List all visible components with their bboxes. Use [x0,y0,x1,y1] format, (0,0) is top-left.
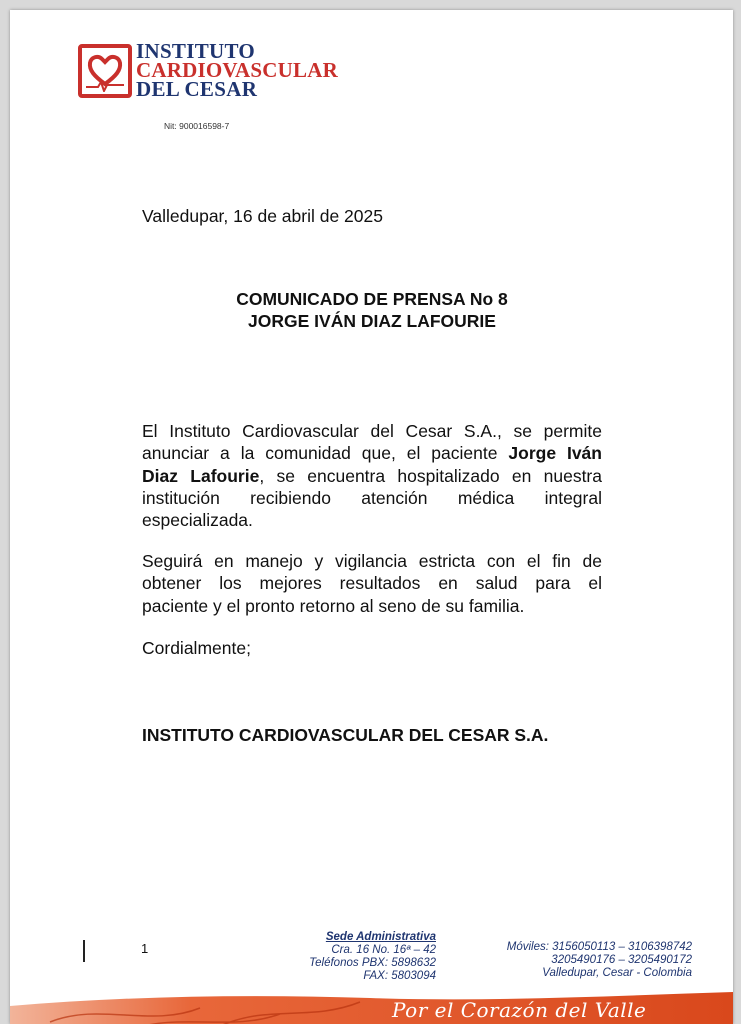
logo-line-3: DEL CESAR [136,77,258,101]
city: Valledupar, Cesar - Colombia [542,967,692,979]
logo-wordmark [136,39,338,101]
nit-number: Nit: 900016598-7 [164,121,230,131]
patient-name-part-2: Diaz Lafourie [142,465,260,486]
p1-line-3b: , se encuentra hospitalizado en nuestra [259,465,602,486]
document-page [10,10,733,1024]
closing: Cordialmente; [142,638,251,658]
p2-line-2: obtener los mejores resultados en salud para el [142,573,602,594]
patient-name-part-1: Jorge Iván [508,443,602,464]
heart-logo-icon [78,44,132,98]
mobiles-1: Móviles: 3156050113 – 3106398742 [506,941,692,953]
footer-address [272,931,436,983]
p2-line-1: Seguirá en manejo y vigilancia estricta con el fin de [142,551,602,571]
logo-line-2: CARDIOVASCULAR [136,58,338,82]
title-line-1: COMUNICADO DE PRENSA No 8 [236,289,508,309]
fax: FAX: 5803094 [363,970,436,982]
p1-line-1: El Instituto Cardiovascular del Cesar S.A., se permite [142,421,602,441]
page-margin-mark [83,940,85,962]
phones: Teléfonos PBX: 5898632 [309,957,436,969]
institute-logo [78,39,348,132]
p1-line-4: institución recibiendo atención médica integral [142,487,602,508]
signature: INSTITUTO CARDIOVASCULAR DEL CESAR S.A. [142,725,549,745]
address: Cra. 16 No. 16ª – 42 [331,944,436,956]
paragraph-2 [142,550,602,617]
p1-line-2 [142,442,602,464]
p1-line-5: especializada. [142,510,253,531]
letter-title [142,288,602,333]
p2-line-3: paciente y el pronto retorno al seno de su familia. [142,595,525,616]
logo-line-1: INSTITUTO [136,39,256,63]
footer-contacts [480,941,692,980]
page-number: 1 [141,941,149,956]
sede-title: Sede Administrativa [325,931,436,943]
title-line-2: JORGE IVÁN DIAZ LAFOURIE [248,311,496,332]
paragraph-1 [142,420,602,531]
p1-line-3 [142,465,602,487]
mobiles-2: 3205490176 – 3205490172 [551,954,692,966]
p1-line-2a: anunciar a la comunidad que, el paciente [142,443,509,464]
letter-date: Valledupar, 16 de abril de 2025 [142,206,383,226]
slogan: Por el Corazón del Valle [392,998,647,1022]
